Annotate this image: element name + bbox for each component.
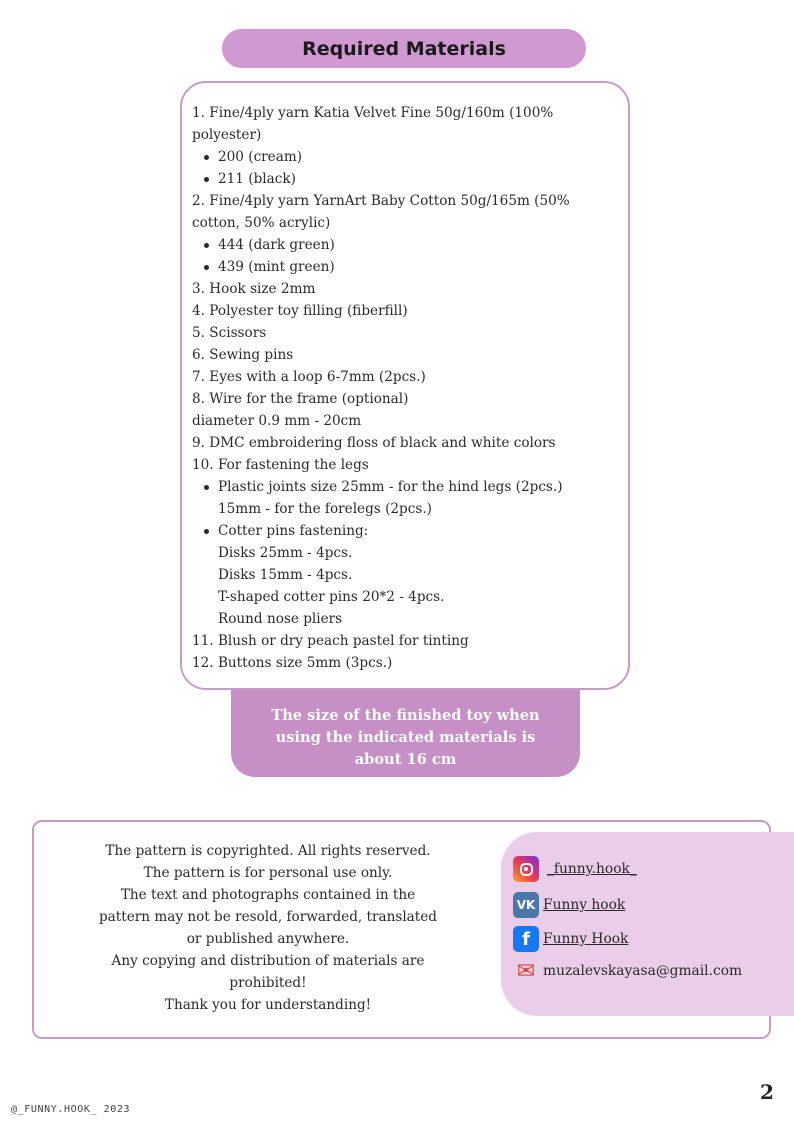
material-line: diameter 0.9 mm - 20cm	[192, 413, 362, 429]
material-line: 211 (black)	[192, 168, 618, 190]
size-note	[271, 705, 539, 771]
size-note-line: using the indicated materials is	[275, 728, 536, 746]
material-line: 7. Eyes with a loop 6-7mm (2pcs.)	[192, 369, 426, 385]
copyright-line: The text and photographs contained in the	[120, 887, 416, 903]
copyright-line: Any copying and distribution of materials are	[111, 953, 425, 969]
material-line: Round nose pliers	[218, 611, 343, 627]
material-line: 444 (dark green)	[192, 234, 618, 256]
material-line: Disks 25mm - 4pcs.	[218, 545, 353, 561]
copyright-line: The pattern is for personal use only.	[143, 865, 393, 881]
instagram-handle[interactable]: _funny.hook_	[547, 861, 637, 877]
material-line: cotton, 50% acrylic)	[192, 215, 331, 231]
material-line: 8. Wire for the frame (optional)	[192, 391, 409, 407]
materials-list-box	[180, 81, 630, 690]
material-line: 12. Buttons size 5mm (3pcs.)	[192, 655, 393, 671]
instagram-link[interactable]	[513, 856, 637, 882]
material-line: 11. Blush or dry peach pastel for tinting	[192, 633, 469, 649]
size-note-banner	[231, 686, 580, 777]
page-title: Required Materials	[302, 37, 506, 60]
email-address[interactable]: muzalevskayasa@gmail.com	[543, 963, 743, 979]
material-line: Plastic joints size 25mm - for the hind legs (2pcs.)	[192, 476, 618, 498]
vk-icon: VK	[513, 892, 539, 918]
copyright-line: pattern may not be resold, forwarded, translated	[98, 909, 438, 925]
material-line: 10. For fastening the legs	[192, 457, 369, 473]
material-line: 15mm - for the forelegs (2pcs.)	[218, 501, 432, 517]
material-line: 2. Fine/4ply yarn YarnArt Baby Cotton 50g/165m (50%	[192, 193, 570, 209]
material-line: Disks 15mm - 4pcs.	[218, 567, 353, 583]
copyright-notice	[38, 840, 498, 1016]
gmail-icon: ✉	[516, 958, 536, 984]
footer-credit: @_FUNNY.HOOK_ 2023	[11, 1104, 131, 1115]
instagram-icon	[513, 856, 539, 882]
size-note-line: The size of the finished toy when	[271, 706, 540, 724]
material-line: polyester)	[192, 127, 262, 143]
material-line: 6. Sewing pins	[192, 347, 294, 363]
page-number: 2	[760, 1080, 774, 1104]
facebook-link[interactable]	[513, 926, 628, 952]
copyright-line: The pattern is copyrighted. All rights reserved.	[105, 843, 431, 859]
size-note-line: about 16 cm	[354, 750, 457, 768]
title-banner	[222, 29, 586, 68]
email-link[interactable]	[513, 958, 742, 984]
material-line: 5. Scissors	[192, 325, 267, 341]
materials-list	[192, 102, 618, 674]
material-line: 200 (cream)	[192, 146, 618, 168]
material-line: 1. Fine/4ply yarn Katia Velvet Fine 50g/160m (100%	[192, 105, 554, 121]
copyright-line: Thank you for understanding!	[164, 997, 372, 1013]
facebook-icon: f	[513, 926, 539, 952]
material-line: 3. Hook size 2mm	[192, 281, 316, 297]
facebook-handle[interactable]: Funny Hook	[543, 931, 629, 947]
vk-handle[interactable]: Funny hook	[543, 897, 626, 913]
material-line: Cotter pins fastening:	[192, 520, 618, 542]
material-line: 9. DMC embroidering floss of black and white colors	[192, 435, 556, 451]
material-line: T-shaped cotter pins 20*2 - 4pcs.	[218, 589, 445, 605]
copyright-line: or published anywhere.	[186, 931, 350, 947]
copyright-line: prohibited!	[229, 975, 307, 991]
vk-link[interactable]	[513, 892, 625, 918]
material-line: 439 (mint green)	[192, 256, 618, 278]
material-line: 4. Polyester toy filling (fiberfill)	[192, 303, 408, 319]
